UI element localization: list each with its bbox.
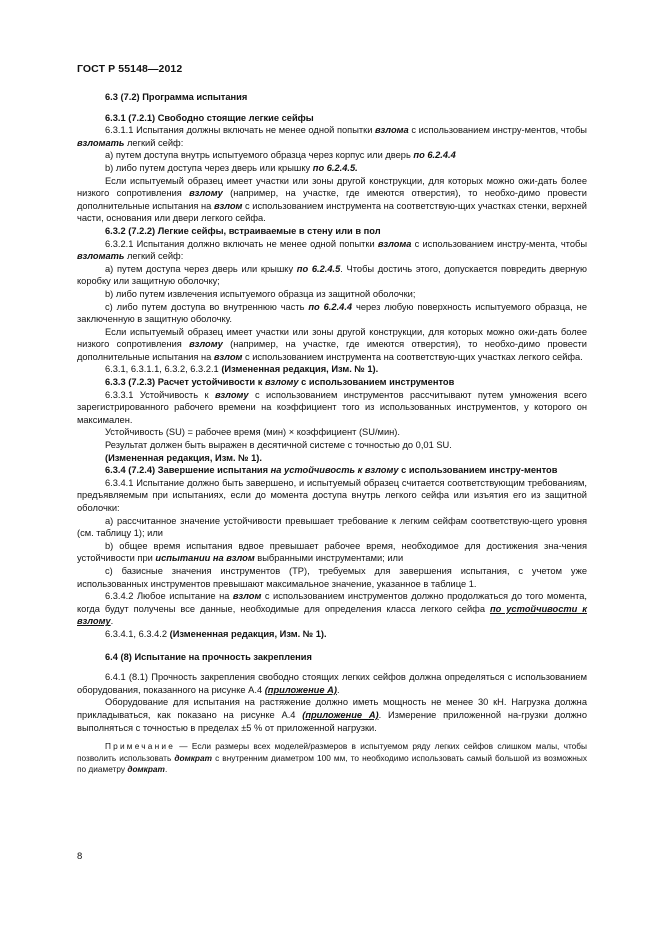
text-run: . xyxy=(110,616,114,627)
note-paragraph xyxy=(77,741,587,775)
text-run: 6.3.4.1, 6.3.4.2 xyxy=(105,628,170,639)
emphasis-run: по 6.2.4.4 xyxy=(413,150,456,161)
text-paragraph xyxy=(77,426,587,439)
text-run: 6.4.1 (8.1) Прочность закрепления свободно стоящих легких сейфов должна определяться с использованием оборудования, показанного на рисунке А.4 xyxy=(77,672,587,695)
text-run: с использованием инстру-мента, чтобы xyxy=(411,238,587,249)
text-run: с использованием инстру-ментов, чтобы xyxy=(408,125,587,136)
text-paragraph xyxy=(77,149,587,162)
text-paragraph xyxy=(77,326,587,364)
text-run: через любую поверхность испытуемого образца, не заключенную в защитную оболочку. xyxy=(77,301,587,325)
text-paragraph xyxy=(77,263,587,288)
text-paragraph xyxy=(77,515,587,540)
emphasis-run: по 6.2.4.4 xyxy=(308,301,353,312)
section-heading xyxy=(77,225,587,238)
text-run: с использованием инструментов рассчитывают путем умножения всего зарегистрированного рабочего времени на коэффициент того из использованных инструментов, у которого он максимален. xyxy=(77,389,587,425)
emphasis-run: взлому xyxy=(189,339,223,350)
section-heading xyxy=(77,91,587,104)
text-paragraph xyxy=(77,175,587,225)
text-run: Результат должен быть выражен в десятичной системе с точностью до 0,01 SU. xyxy=(105,440,452,451)
text-paragraph xyxy=(77,238,587,263)
text-run: 6.4 (8) Испытание на прочность закрепления xyxy=(105,651,312,662)
text-paragraph xyxy=(77,439,587,452)
text-run: Оборудование для испытания на растяжение должно иметь мощность не менее 30 кН. Нагрузка должна прикладываться, как показано на рисунке А.4 xyxy=(77,697,587,720)
text-paragraph xyxy=(77,389,587,427)
emphasis-run: взломать xyxy=(77,251,125,262)
emphasis-run: взлому xyxy=(264,377,299,388)
text-run: b) общее время испытания вдвое превышает рабочее время, необходимое для достижения зна-чения устойчивости при xyxy=(77,540,587,564)
text-run: с использованием инструмента на соответствую-щих участках легкого сейфа. xyxy=(242,351,583,362)
text-paragraph xyxy=(77,590,587,628)
text-run: (например, на участке, где имеются отверстия), то необхо-димо провести дополнительные испытания на xyxy=(77,339,587,362)
text-run: с использованием инстру-ментов xyxy=(398,465,558,476)
text-run: легкий сейф: xyxy=(124,251,184,262)
text-run: . xyxy=(336,684,340,695)
text-run: (Измененная редакция, Изм. № 1). xyxy=(105,452,262,463)
text-run: с) базисные значения инструментов (ТР), требуемых для завершения испытания, с учетом уже использованных инструментов превышают максимальное значение, указанное в таблице 1. xyxy=(77,565,587,589)
document-body xyxy=(77,91,587,775)
emphasis-run: взлома xyxy=(375,125,409,136)
text-run: с внутренним диаметром 100 мм, то необходимо использовать самый большой из возможных по диаметру xyxy=(77,752,587,774)
text-paragraph xyxy=(77,477,587,515)
text-paragraph xyxy=(77,288,587,301)
text-run: с использованием инструментов должно продолжаться до того момента, когда будут получены все данные, необходимые для определения класса легкого сейфа xyxy=(77,591,587,614)
text-run: Если испытуемый образец имеет участки или зоны другой конструкции, для которых можно ожи-дать более низкого сопротивления xyxy=(77,175,587,199)
text-paragraph xyxy=(77,671,587,696)
text-run: а) путем доступа внутрь испытуемого образца через корпус или дверь xyxy=(105,150,414,161)
text-run: с использованием инструмента на соответствую-щих участках стенки, верхней части, основания или двери легкого сейфа. xyxy=(77,200,587,224)
text-run: Если испытуемый образец имеет участки или зоны другой конструкции, для которых можно ожи-дать более низкого сопротивления xyxy=(77,326,587,350)
section-heading xyxy=(77,112,587,125)
emphasis-run: (приложение А) xyxy=(264,684,337,695)
text-paragraph xyxy=(77,376,587,389)
text-run: 6.3.4 (7.2.4) Завершение испытания xyxy=(105,465,271,476)
text-run: 6.3.4.2 Любое испытание на xyxy=(105,591,233,602)
emphasis-run: Примечание xyxy=(105,741,176,752)
text-paragraph xyxy=(77,301,587,326)
emphasis-run: взлом xyxy=(213,200,243,211)
text-run: с использованием инструментов xyxy=(298,377,455,388)
text-run: с) либо путем доступа во внутреннюю часть xyxy=(105,301,309,312)
emphasis-run: по 6.2.4.5. xyxy=(312,162,358,173)
emphasis-run: (Измененная редакция, Изм. № 1). xyxy=(169,628,327,639)
emphasis-run: взлом xyxy=(232,591,262,602)
section-heading xyxy=(77,452,587,465)
text-run: легкий сейф: xyxy=(124,137,184,148)
text-run: выбранными инструментами; или xyxy=(254,553,404,564)
text-run: . Измерение приложенной на-грузки должно выполняться с точностью в пределах ±5 % от приложенной нагрузки. xyxy=(77,709,587,733)
document-header: ГОСТ Р 55148—2012 xyxy=(77,63,183,75)
text-run: 6.3.3 (7.2.3) Расчет устойчивости к xyxy=(105,377,265,388)
emphasis-run: взлому xyxy=(214,389,249,400)
text-paragraph xyxy=(77,565,587,590)
text-paragraph xyxy=(77,162,587,175)
emphasis-run: по 6.2.4.5 xyxy=(296,263,341,274)
text-run: 6.3.3.1 Устойчивость к xyxy=(105,389,215,400)
emphasis-run: (приложение А) xyxy=(302,709,379,720)
text-paragraph xyxy=(77,540,587,565)
text-run: 6.3 (7.2) Программа испытания xyxy=(105,92,248,102)
text-paragraph xyxy=(77,464,587,477)
text-run: (например, на участке, где имеются отверстия), то необхо-димо провести дополнительные испытания на xyxy=(77,188,587,211)
text-paragraph xyxy=(77,628,587,641)
text-run: b) либо путем доступа через дверь или крышку xyxy=(105,162,313,173)
text-run: 6.3.1.1 Испытания должны включать не менее одной попытки xyxy=(105,125,376,136)
text-run: а) рассчитанное значение устойчивости превышает требование к легким сейфам соответствую-щего уровня (см. таблицу 1); или xyxy=(77,515,587,539)
emphasis-run: взлома xyxy=(377,238,412,249)
emphasis-run: взлом xyxy=(213,351,243,362)
emphasis-run: домкрат xyxy=(127,763,165,774)
emphasis-run: (Измененная редакция, Изм. № 1). xyxy=(221,364,379,375)
emphasis-run: по устойчивости к взлому xyxy=(77,603,587,627)
text-run: 6.3.1 (7.2.1) Свободно стоящие легкие сейфы xyxy=(105,112,314,123)
emphasis-run: на устойчивость к взлому xyxy=(270,465,399,476)
text-run: . xyxy=(164,763,168,774)
text-run: 6.3.2 (7.2.2) Легкие сейфы, встраиваемые в стену или в пол xyxy=(105,225,381,236)
emphasis-run: испытании на взлом xyxy=(155,553,255,564)
page-number: 8 xyxy=(77,851,83,862)
emphasis-run: взлому xyxy=(189,188,223,199)
text-paragraph xyxy=(77,696,587,734)
text-run: Устойчивость (SU) = рабочее время (мин) × коэффициент (SU/мин). xyxy=(105,427,400,438)
text-run: 6.3.1, 6.3.1.1, 6.3.2, 6.3.2.1 xyxy=(105,364,222,375)
emphasis-run: домкрат xyxy=(174,752,212,763)
text-run: — Если размеры всех моделей/размеров в испытуемом ряду легких сейфов слишком малы, чтобы позволить использовать xyxy=(77,741,587,763)
text-run: . Чтобы достичь этого, допускается повредить дверную коробку или защитную оболочку; xyxy=(77,263,588,287)
emphasis-run: взломать xyxy=(77,137,125,148)
text-paragraph xyxy=(77,363,587,376)
text-run: а) путем доступа через дверь или крышку xyxy=(105,263,297,274)
text-run: 6.3.4.1 Испытание должно быть завершено, и испытуемый образец считается соответствующим требованиям, предъявляемым при испытаниях, если до момента доступа внутрь легкого сейфа или изъятия его из защитной оболочки: xyxy=(77,477,587,513)
section-heading xyxy=(77,651,587,664)
text-run: 6.3.2.1 Испытания должно включать не менее одной попытки xyxy=(105,238,378,249)
text-paragraph xyxy=(77,124,587,149)
text-run: b) либо путем извлечения испытуемого образца из защитной оболочки; xyxy=(105,288,416,299)
